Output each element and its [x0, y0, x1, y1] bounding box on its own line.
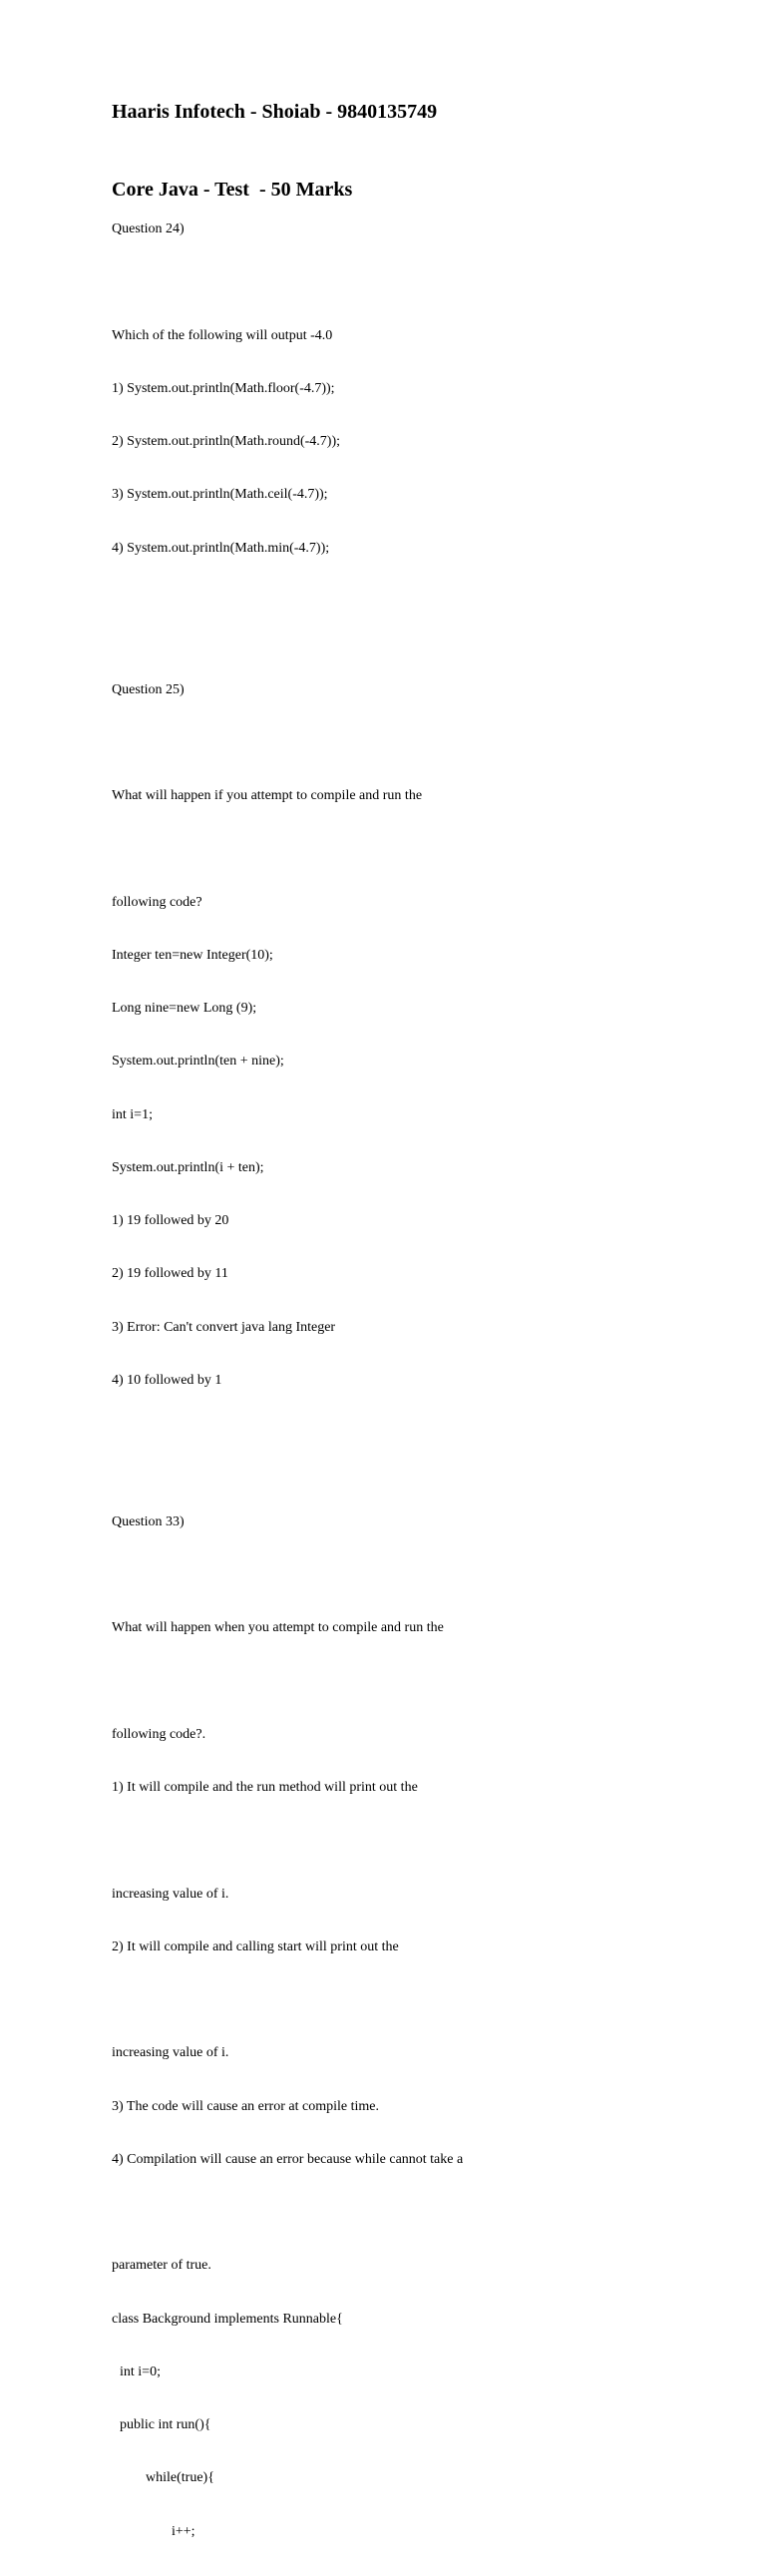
- question-33-code-line: public int run(){: [120, 2417, 211, 2432]
- question-33-option-2b: increasing value of i.: [112, 2045, 229, 2061]
- header-line-1: Haaris Infotech - Shoiab - 9840135749: [112, 101, 438, 123]
- question-25-option-1: 1) 19 followed by 20: [112, 1213, 229, 1228]
- question-25-prompt-line-1: What will happen if you attempt to compile and run the: [112, 788, 423, 803]
- question-24-prompt: Which of the following will output -4.0: [112, 327, 333, 343]
- document-body: [112, 150, 463, 2576]
- question-25-option-4: 4) 10 followed by 1: [112, 1372, 222, 1388]
- question-25-code-line: Integer ten=new Integer(10);: [112, 947, 273, 963]
- question-33-code-line: int i=0;: [120, 2363, 161, 2379]
- question-33-title: Question 33): [112, 1513, 185, 1529]
- question-33-code-line: while(true){: [146, 2470, 214, 2486]
- question-25-code-line: Long nine=new Long (9);: [112, 1001, 257, 1016]
- question-25-code-line: System.out.println(ten + nine);: [112, 1054, 284, 1070]
- question-33-option-4b: parameter of true.: [112, 2258, 211, 2274]
- question-33-option-3: 3) The code will cause an error at compile time.: [112, 2098, 379, 2114]
- question-24-option-2: 2) System.out.println(Math.round(-4.7));: [112, 434, 341, 449]
- question-24-option-4: 4) System.out.println(Math.min(-4.7));: [112, 540, 330, 556]
- question-33-option-4a: 4) Compilation will cause an error because while cannot take a: [112, 2151, 464, 2167]
- question-24-option-3: 3) System.out.println(Math.ceil(-4.7));: [112, 487, 328, 503]
- question-25-prompt-line-2: following code?: [112, 894, 202, 910]
- question-33-code-line: class Background implements Runnable{: [112, 2311, 343, 2327]
- question-25-option-3: 3) Error: Can't convert java lang Integer: [112, 1319, 336, 1335]
- question-24-title: Question 24): [112, 221, 185, 236]
- header-line-2: Core Java - Test - 50 Marks: [112, 179, 353, 201]
- question-24-option-1: 1) System.out.println(Math.floor(-4.7));: [112, 380, 335, 396]
- question-33-prompt-line-1: What will happen when you attempt to compile and run the: [112, 1620, 444, 1636]
- question-33-option-1a: 1) It will compile and the run method will print out the: [112, 1780, 418, 1795]
- question-25-option-2: 2) 19 followed by 11: [112, 1266, 228, 1282]
- question-25-code-line: System.out.println(i + ten);: [112, 1159, 264, 1175]
- question-25-title: Question 25): [112, 681, 185, 697]
- question-33-option-2a: 2) It will compile and calling start will print out the: [112, 1938, 399, 1954]
- question-33-prompt-line-2: following code?.: [112, 1726, 206, 1742]
- question-33-code-line: i++;: [172, 2523, 195, 2539]
- question-33-option-1b: increasing value of i.: [112, 1886, 229, 1902]
- question-25-code-line: int i=1;: [112, 1106, 153, 1122]
